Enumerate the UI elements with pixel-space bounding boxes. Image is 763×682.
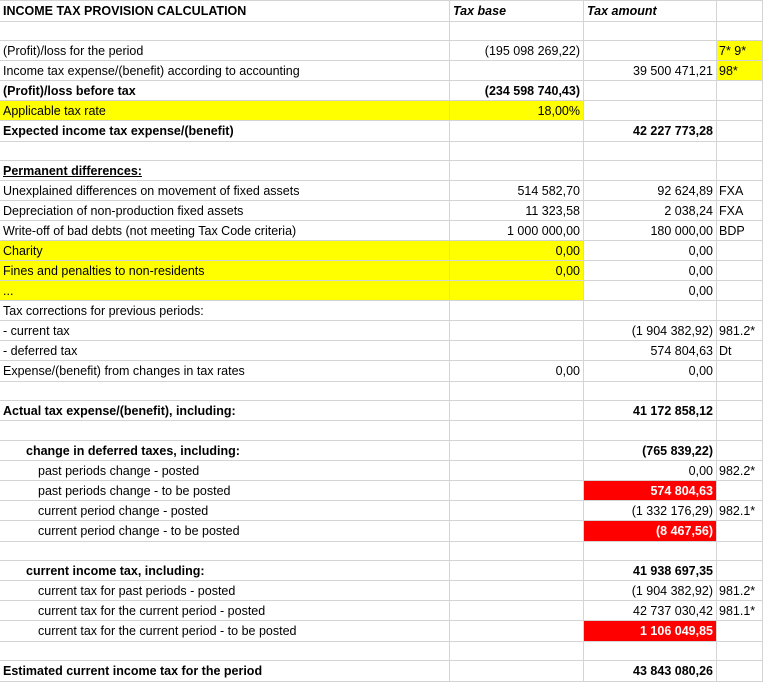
- note-cell[interactable]: Dt: [717, 341, 763, 361]
- empty-cell[interactable]: [450, 461, 584, 481]
- table-row: [0, 601, 763, 621]
- row-label[interactable]: current tax for past periods - posted: [0, 581, 450, 601]
- empty-cell[interactable]: [584, 142, 717, 161]
- empty-cell[interactable]: [450, 22, 584, 41]
- table-row: [0, 281, 763, 301]
- note-cell[interactable]: FXA: [717, 181, 763, 201]
- empty-cell[interactable]: [450, 661, 584, 682]
- empty-cell[interactable]: [450, 621, 584, 642]
- note-cell[interactable]: 98*: [717, 61, 763, 81]
- tax-base-cell[interactable]: (195 098 269,22): [450, 41, 584, 61]
- note-cell[interactable]: [717, 121, 763, 142]
- blank-row: [0, 542, 763, 561]
- table-row: [0, 441, 763, 461]
- table-row: [0, 401, 763, 421]
- row-label[interactable]: Income tax expense/(benefit) according to accounting: [0, 61, 450, 81]
- row-label[interactable]: current tax for the current period - posted: [0, 601, 450, 621]
- tax-amount-cell[interactable]: 39 500 471,21: [584, 61, 717, 81]
- tax-base-cell[interactable]: [450, 321, 584, 341]
- note-cell[interactable]: [717, 101, 763, 121]
- row-label[interactable]: - deferred tax: [0, 341, 450, 361]
- tax-amount-cell[interactable]: (1 332 176,29): [584, 501, 717, 521]
- note-cell[interactable]: 981.2*: [717, 321, 763, 341]
- empty-cell[interactable]: [450, 481, 584, 501]
- empty-cell[interactable]: [717, 642, 763, 661]
- tax-amount-cell[interactable]: 1 106 049,85: [584, 621, 717, 642]
- empty-cell[interactable]: [0, 421, 450, 441]
- table-row: [0, 561, 763, 581]
- row-label[interactable]: past periods change - posted: [0, 461, 450, 481]
- row-label[interactable]: Actual tax expense/(benefit), including:: [0, 401, 450, 421]
- table-row: [0, 321, 763, 341]
- tax-amount-cell[interactable]: 43 843 080,26: [584, 661, 717, 682]
- row-label[interactable]: Tax corrections for previous periods:: [0, 301, 450, 321]
- note-cell[interactable]: [717, 481, 763, 501]
- section-header-row: [0, 301, 763, 321]
- row-label[interactable]: Write-off of bad debts (not meeting Tax Code criteria): [0, 221, 450, 241]
- row-label[interactable]: current period change - posted: [0, 501, 450, 521]
- blank-row: [0, 421, 763, 441]
- tax-amount-cell[interactable]: 42 737 030,42: [584, 601, 717, 621]
- tax-amount-cell[interactable]: 0,00: [584, 261, 717, 281]
- tax-base-cell[interactable]: 514 582,70: [450, 181, 584, 201]
- tax-amount-cell[interactable]: 0,00: [584, 361, 717, 382]
- table-row: [0, 81, 763, 101]
- empty-cell[interactable]: [584, 22, 717, 41]
- note-cell[interactable]: 981.1*: [717, 601, 763, 621]
- tax-amount-cell[interactable]: [584, 101, 717, 121]
- empty-cell[interactable]: [717, 441, 763, 461]
- row-label[interactable]: current period change - to be posted: [0, 521, 450, 542]
- tax-base-cell[interactable]: [450, 341, 584, 361]
- empty-cell[interactable]: [450, 441, 584, 461]
- tax-amount-cell[interactable]: 180 000,00: [584, 221, 717, 241]
- row-label[interactable]: current tax for the current period - to be posted: [0, 621, 450, 642]
- row-label[interactable]: Charity: [0, 241, 450, 261]
- empty-cell[interactable]: [450, 521, 584, 542]
- empty-cell[interactable]: [717, 661, 763, 682]
- note-cell[interactable]: 981.2*: [717, 581, 763, 601]
- row-label[interactable]: current income tax, including:: [0, 561, 450, 581]
- tax-base-cell[interactable]: 1 000 000,00: [450, 221, 584, 241]
- tax-base-cell[interactable]: [450, 61, 584, 81]
- empty-cell[interactable]: [450, 142, 584, 161]
- empty-cell[interactable]: [450, 581, 584, 601]
- tax-amount-cell[interactable]: 41 172 858,12: [584, 401, 717, 421]
- sheet-title[interactable]: INCOME TAX PROVISION CALCULATION: [0, 1, 450, 22]
- note-cell[interactable]: 982.1*: [717, 501, 763, 521]
- table-row: [0, 121, 763, 142]
- empty-cell[interactable]: [717, 542, 763, 561]
- empty-cell[interactable]: [584, 542, 717, 561]
- empty-cell[interactable]: [717, 382, 763, 401]
- empty-cell[interactable]: [584, 382, 717, 401]
- empty-cell[interactable]: [450, 301, 584, 321]
- table-row: [0, 661, 763, 682]
- tax-amount-cell[interactable]: 92 624,89: [584, 181, 717, 201]
- table-row: [0, 481, 763, 501]
- empty-cell[interactable]: [584, 421, 717, 441]
- note-cell[interactable]: [717, 261, 763, 281]
- empty-cell[interactable]: [717, 142, 763, 161]
- col-header-tax-base[interactable]: Tax base: [450, 1, 584, 22]
- blank-row: [0, 642, 763, 661]
- section-header-permanent[interactable]: Permanent differences:: [0, 161, 450, 181]
- empty-cell[interactable]: [584, 301, 717, 321]
- empty-cell[interactable]: [450, 382, 584, 401]
- note-cell[interactable]: [717, 241, 763, 261]
- empty-cell[interactable]: [450, 421, 584, 441]
- blank-row: [0, 382, 763, 401]
- table-row: [0, 181, 763, 201]
- empty-cell[interactable]: [584, 642, 717, 661]
- tax-base-cell[interactable]: 0,00: [450, 261, 584, 281]
- row-label[interactable]: past periods change - to be posted: [0, 481, 450, 501]
- tax-base-cell[interactable]: 11 323,58: [450, 201, 584, 221]
- tax-base-cell[interactable]: (234 598 740,43): [450, 81, 584, 101]
- blank-row: [0, 142, 763, 161]
- row-label[interactable]: Applicable tax rate: [0, 101, 450, 121]
- table-row: [0, 61, 763, 81]
- row-label[interactable]: - current tax: [0, 321, 450, 341]
- empty-cell[interactable]: [0, 382, 450, 401]
- row-label[interactable]: Estimated current income tax for the period: [0, 661, 450, 682]
- table-row: [0, 581, 763, 601]
- empty-cell[interactable]: [717, 561, 763, 581]
- tax-amount-cell[interactable]: 574 804,63: [584, 481, 717, 501]
- note-cell[interactable]: [717, 521, 763, 542]
- empty-cell[interactable]: [717, 161, 763, 181]
- tax-amount-cell[interactable]: [584, 81, 717, 101]
- empty-cell[interactable]: [450, 501, 584, 521]
- row-label[interactable]: Expected income tax expense/(benefit): [0, 121, 450, 142]
- tax-base-cell[interactable]: 0,00: [450, 361, 584, 382]
- tax-amount-cell[interactable]: 2 038,24: [584, 201, 717, 221]
- header-row: [0, 0, 763, 22]
- empty-cell[interactable]: [450, 161, 584, 181]
- empty-cell[interactable]: [0, 542, 450, 561]
- row-label[interactable]: (Profit)/loss before tax: [0, 81, 450, 101]
- tax-amount-cell[interactable]: 0,00: [584, 281, 717, 301]
- tax-amount-cell[interactable]: (765 839,22): [584, 441, 717, 461]
- table-row: [0, 41, 763, 61]
- tax-base-cell[interactable]: 18,00%: [450, 101, 584, 121]
- tax-amount-cell[interactable]: [584, 41, 717, 61]
- note-cell[interactable]: 7* 9*: [717, 41, 763, 61]
- empty-cell[interactable]: [450, 542, 584, 561]
- empty-cell[interactable]: [0, 22, 450, 41]
- note-cell[interactable]: [717, 1, 763, 22]
- table-row: [0, 521, 763, 542]
- empty-cell[interactable]: [717, 401, 763, 421]
- note-cell[interactable]: [717, 621, 763, 642]
- tax-base-cell[interactable]: [450, 281, 584, 301]
- col-header-tax-amount[interactable]: Tax amount: [584, 1, 717, 22]
- table-row: [0, 101, 763, 121]
- row-label[interactable]: ...: [0, 281, 450, 301]
- tax-amount-cell[interactable]: 41 938 697,35: [584, 561, 717, 581]
- blank-row: [0, 22, 763, 41]
- empty-cell[interactable]: [450, 561, 584, 581]
- tax-amount-cell[interactable]: (1 904 382,92): [584, 581, 717, 601]
- table-row: [0, 361, 763, 382]
- row-label[interactable]: change in deferred taxes, including:: [0, 441, 450, 461]
- tax-amount-cell[interactable]: (1 904 382,92): [584, 321, 717, 341]
- table-row: [0, 461, 763, 481]
- table-row: [0, 201, 763, 221]
- empty-cell[interactable]: [450, 642, 584, 661]
- note-cell[interactable]: [717, 361, 763, 382]
- tax-amount-cell[interactable]: 42 227 773,28: [584, 121, 717, 142]
- note-cell[interactable]: 982.2*: [717, 461, 763, 481]
- empty-cell[interactable]: [717, 301, 763, 321]
- empty-cell[interactable]: [0, 642, 450, 661]
- tax-base-cell[interactable]: 0,00: [450, 241, 584, 261]
- empty-cell[interactable]: [717, 421, 763, 441]
- table-row: [0, 261, 763, 281]
- empty-cell[interactable]: [0, 142, 450, 161]
- row-label[interactable]: (Profit)/loss for the period: [0, 41, 450, 61]
- row-label[interactable]: Fines and penalties to non-residents: [0, 261, 450, 281]
- tax-amount-cell[interactable]: 0,00: [584, 241, 717, 261]
- tax-amount-cell[interactable]: 574 804,63: [584, 341, 717, 361]
- table-row: [0, 221, 763, 241]
- empty-cell[interactable]: [450, 401, 584, 421]
- row-label[interactable]: Depreciation of non-production fixed assets: [0, 201, 450, 221]
- tax-amount-cell[interactable]: (8 467,56): [584, 521, 717, 542]
- empty-cell[interactable]: [584, 161, 717, 181]
- row-label[interactable]: Expense/(benefit) from changes in tax rates: [0, 361, 450, 382]
- note-cell[interactable]: [717, 81, 763, 101]
- note-cell[interactable]: FXA: [717, 201, 763, 221]
- tax-base-cell[interactable]: [450, 121, 584, 142]
- note-cell[interactable]: BDP: [717, 221, 763, 241]
- section-header-row: [0, 161, 763, 181]
- empty-cell[interactable]: [717, 22, 763, 41]
- tax-amount-cell[interactable]: 0,00: [584, 461, 717, 481]
- table-row: [0, 621, 763, 642]
- table-row: [0, 501, 763, 521]
- table-row: [0, 241, 763, 261]
- empty-cell[interactable]: [450, 601, 584, 621]
- note-cell[interactable]: [717, 281, 763, 301]
- row-label[interactable]: Unexplained differences on movement of fixed assets: [0, 181, 450, 201]
- table-row: [0, 341, 763, 361]
